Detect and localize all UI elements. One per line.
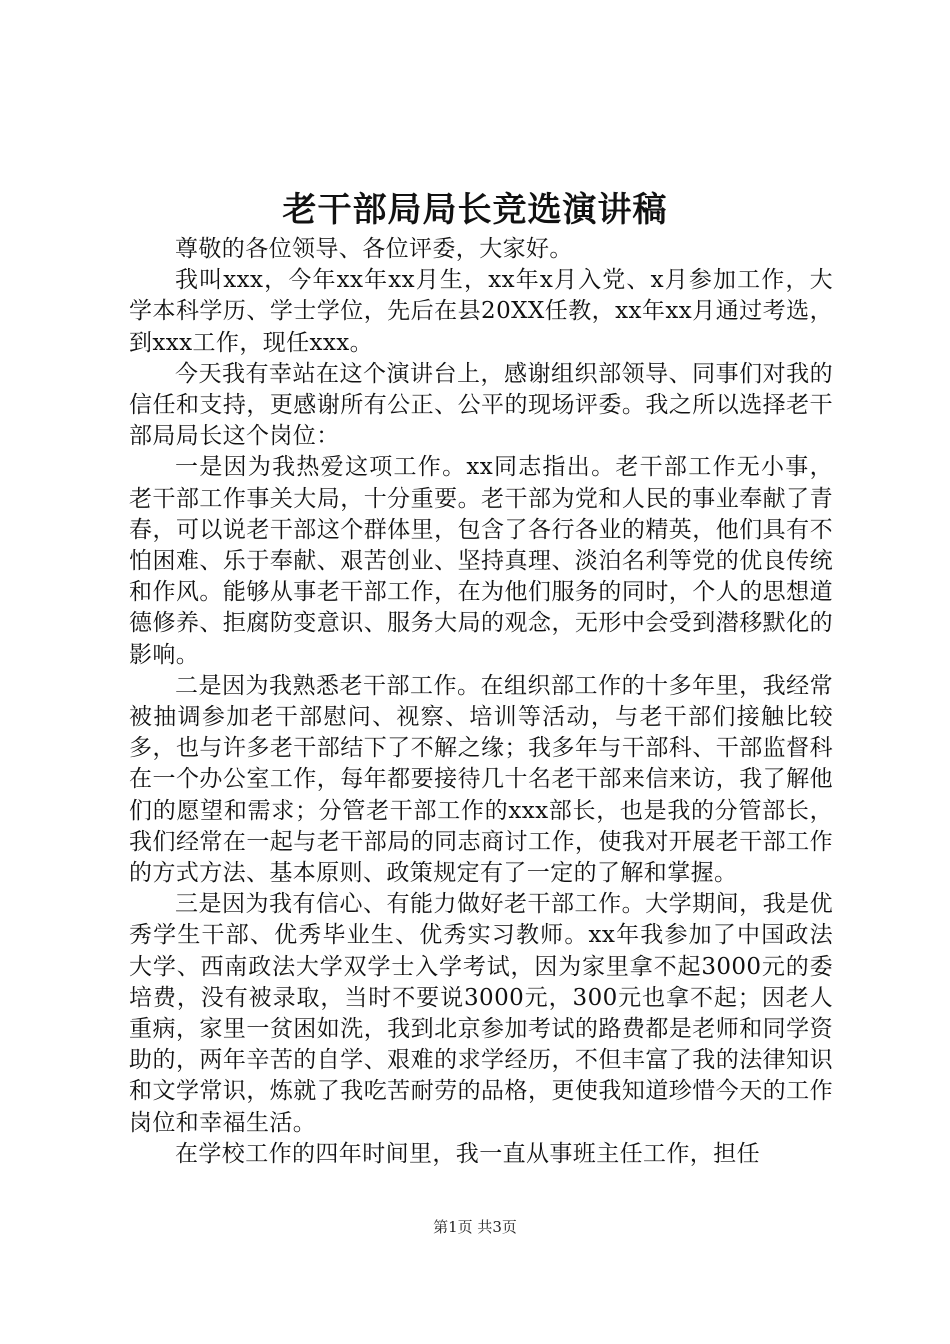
paragraph-greeting: 尊敬的各位领导、各位评委，大家好。 bbox=[175, 236, 573, 262]
paragraph-reason-two: 二是因为我熟悉老干部工作。在组织部工作的十多年里，我经常被抽调参加老干部慰问、视察、培训等活动，与老干部们接触比较多，也与许多老干部结下了不解之缘；我多年与干部科、干部监督科在一个办公室工作，每年都要接待几十名老干部来信来访，我了解他们的愿望和需求；分管老干部工作的xxx部长，也是我的分管部长，我们经常在一起与老干部局的同志商讨工作，使我对开展老干部工作的方式方法、基本原则、政策规定有了一定的了解和掌握。 bbox=[129, 672, 833, 887]
document-title: 老干部局局长竞选演讲稿 bbox=[282, 190, 668, 230]
paragraph-self-intro: 我叫xxx，今年xx年xx月生，xx年x月入党、x月参加工作，大学本科学历、学士学位，先后在县20XX任教，xx年xx月通过考选，到xxx工作，现任xxx。 bbox=[129, 267, 833, 356]
document-body bbox=[129, 234, 833, 1170]
paragraph-school-work: 在学校工作的四年时间里，我一直从事班主任工作，担任 bbox=[175, 1140, 760, 1167]
paragraph-thanks: 今天我有幸站在这个演讲台上，感谢组织部领导、同事们对我的信任和支持，更感谢所有公正、公平的现场评委。我之所以选择老干部局局长这个岗位： bbox=[129, 360, 833, 450]
page-number: 第1页 共3页 bbox=[433, 1218, 517, 1236]
paragraph-reason-three: 三是因为我有信心、有能力做好老干部工作。大学期间，我是优秀学生干部、优秀毕业生、优秀实习教师。xx年我参加了中国政法大学、西南政法大学双学士入学考试，因为家里拿不起3000元的委培费，没有被录取，当时不要说3000元，300元也拿不起；因老人重病，家里一贫困如洗，我到北京参加考试的路费都是老师和同学资助的，两年辛苦的自学、艰难的求学经历，不但丰富了我的法律知识和文学常识，炼就了我吃苦耐劳的品格，更使我知道珍惜今天的工作岗位和幸福生活。 bbox=[129, 891, 833, 1136]
paragraph-reason-one: 一是因为我热爱这项工作。xx同志指出。老干部工作无小事，老干部工作事关大局，十分重要。老干部为党和人民的事业奉献了青春，可以说老干部这个群体里，包含了各行各业的精英，他们具有不怕困难、乐于奉献、艰苦创业、坚持真理、淡泊名利等党的优良传统和作风。能够从事老干部工作，在为他们服务的同时，个人的思想道德修养、拒腐防变意识、服务大局的观念，无形中会受到潜移默化的影响。 bbox=[129, 454, 833, 668]
